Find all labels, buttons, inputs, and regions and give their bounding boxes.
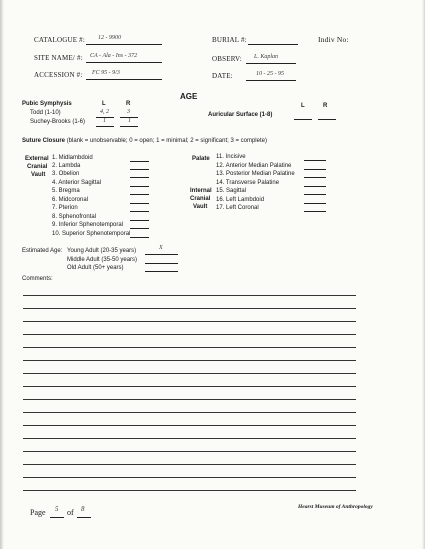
suture-item-14: 14. Transverse Palatine	[216, 180, 280, 186]
suture-line-8[interactable]	[130, 220, 149, 221]
suture-item-6: 6. Midcoronal	[52, 197, 89, 203]
estimated-age-label: Estimated Age:	[22, 248, 63, 254]
suture-heading	[22, 138, 267, 144]
scan-edge-left	[0, 0, 4, 549]
suture-line-10[interactable]	[130, 237, 149, 238]
external-group-1: External	[25, 156, 49, 162]
internal-group-2: Cranial	[190, 196, 211, 202]
comment-line[interactable]	[23, 464, 356, 465]
suture-line-3[interactable]	[130, 177, 149, 178]
suture-item-1: 1. Midlambdoid	[52, 155, 93, 161]
suture-item-7: 7. Pterion	[52, 205, 78, 211]
auricular-l-line	[294, 119, 312, 120]
suture-line-2[interactable]	[130, 169, 149, 170]
observ-value[interactable]: L. Kaplan	[254, 54, 279, 60]
auricular-r-line	[318, 119, 336, 120]
suture-line-17[interactable]	[304, 211, 326, 212]
comment-line[interactable]	[23, 360, 356, 361]
suture-line-16[interactable]	[304, 203, 326, 204]
pubic-title: Pubic Symphysis	[22, 101, 72, 107]
date-label: DATE:	[212, 72, 233, 80]
page-total-line	[77, 517, 91, 518]
observ-label: OBSERV:	[212, 55, 242, 63]
suture-item-9: 9. Inferior Sphenotemporal	[52, 222, 124, 228]
suture-item-13: 13. Posterior Median Palatine	[216, 171, 295, 177]
suture-item-16: 16. Left Lambdoid	[216, 197, 265, 203]
auricular-label: Auricular Surface (1-8)	[208, 112, 273, 118]
burial-label: BURIAL #:	[212, 36, 247, 44]
suture-line-12[interactable]	[304, 169, 326, 170]
comment-line[interactable]	[23, 399, 356, 400]
comment-line[interactable]	[23, 477, 356, 478]
suchey-l-value[interactable]: 1	[103, 118, 106, 124]
suture-line-5[interactable]	[130, 194, 149, 195]
suture-line-7[interactable]	[130, 211, 149, 212]
catalogue-label: CATALOGUE #:	[34, 36, 86, 44]
museum-name: Hearst Museum of Anthropology	[298, 504, 373, 510]
comment-line[interactable]	[23, 295, 356, 296]
comment-line[interactable]	[23, 308, 356, 309]
comment-line[interactable]	[23, 412, 356, 413]
suture-item-10: 10. Superior Sphenotemporal	[52, 231, 131, 237]
comment-line[interactable]	[23, 451, 356, 452]
age-option-middle: Middle Adult (35-50 years)	[67, 257, 138, 263]
comment-line[interactable]	[23, 425, 356, 426]
auricular-col-l: L	[301, 103, 305, 109]
age-option-young: Young Adult (20-35 years)	[67, 248, 137, 254]
suchey-label: Suchey-Brooks (1-6)	[30, 119, 86, 125]
page-number-line	[50, 517, 64, 518]
accession-line	[86, 79, 162, 80]
page-label: Page	[30, 508, 46, 517]
todd-r-value[interactable]: 3	[127, 109, 130, 115]
external-group-3: Vault	[31, 172, 46, 178]
todd-label: Todd (1-10)	[30, 110, 61, 116]
suture-item-17: 17. Left Coronal	[216, 205, 259, 211]
suture-legend: (blank = unobservable; 0 = open; 1 = minimal; 2 = significant; 3 = complete)	[66, 138, 267, 144]
age-title: AGE	[180, 92, 198, 101]
todd-l-value[interactable]: 4, 2	[100, 109, 109, 115]
suture-line-9[interactable]	[130, 228, 149, 229]
suture-item-15: 15. Sagittal	[216, 188, 247, 194]
pubic-col-r: R	[126, 101, 131, 107]
age-line-old[interactable]	[145, 271, 178, 272]
comment-line[interactable]	[23, 334, 356, 335]
date-line	[246, 80, 296, 81]
suture-item-4: 4. Anterior Sagittal	[52, 180, 102, 186]
observ-line	[246, 63, 296, 64]
internal-group-3: Vault	[193, 204, 208, 210]
suture-line-6[interactable]	[130, 203, 149, 204]
catalogue-line	[86, 44, 162, 45]
date-value[interactable]: 10 - 25 - 95	[256, 71, 284, 77]
suture-line-13[interactable]	[304, 177, 326, 178]
suchey-r-value[interactable]: 1	[128, 118, 131, 124]
age-option-old: Old Adult (50+ years)	[67, 265, 124, 271]
suture-item-2: 2. Lambda	[52, 163, 81, 169]
suture-line-11[interactable]	[304, 160, 326, 161]
suture-line-14[interactable]	[304, 186, 326, 187]
suture-item-11: 11. Incisive	[216, 154, 246, 160]
indiv-label: Indiv No:	[318, 35, 349, 44]
auricular-col-r: R	[323, 103, 328, 109]
suture-item-5: 5. Bregma	[52, 188, 80, 194]
site-line	[86, 62, 162, 63]
suture-line-1[interactable]	[130, 161, 149, 162]
internal-group-1: Internal	[190, 188, 212, 194]
of-label: of	[67, 508, 74, 517]
catalogue-value[interactable]: 12 - 9900	[98, 35, 121, 41]
burial-line	[248, 44, 298, 45]
palate-group: Palate	[192, 156, 210, 162]
pubic-col-l: L	[102, 101, 106, 107]
accession-value[interactable]: FC 95 - 9/3	[92, 70, 120, 76]
suchey-r-line	[120, 126, 138, 127]
comment-line[interactable]	[23, 347, 356, 348]
age-line-young[interactable]	[145, 254, 178, 255]
comment-line[interactable]	[23, 438, 356, 439]
suchey-l-line	[96, 126, 114, 127]
age-line-middle[interactable]	[145, 263, 178, 264]
site-value[interactable]: CA - Ala - Ins - 372	[90, 53, 138, 59]
accession-label: ACCESSION #:	[34, 71, 83, 79]
comments-label: Comments:	[22, 276, 53, 282]
suture-line-15[interactable]	[304, 194, 326, 195]
suture-item-3: 3. Obelion	[52, 171, 80, 177]
suture-line-4[interactable]	[130, 186, 149, 187]
comment-line[interactable]	[23, 490, 356, 491]
page-number[interactable]: 5	[55, 505, 59, 513]
suture-item-8: 8. Sphenofrontal	[52, 214, 97, 220]
suture-title: Suture Closure	[22, 138, 66, 144]
comment-line[interactable]	[23, 386, 356, 387]
comment-line[interactable]	[23, 373, 356, 374]
site-label: SITE NAME/ #:	[34, 54, 83, 62]
age-mark-young[interactable]: X	[159, 245, 163, 251]
comment-line[interactable]	[23, 321, 356, 322]
external-group-2: Cranial	[27, 164, 48, 170]
suture-item-12: 12. Anterior Median Palatine	[216, 163, 292, 169]
page-total[interactable]: 8	[81, 505, 85, 513]
